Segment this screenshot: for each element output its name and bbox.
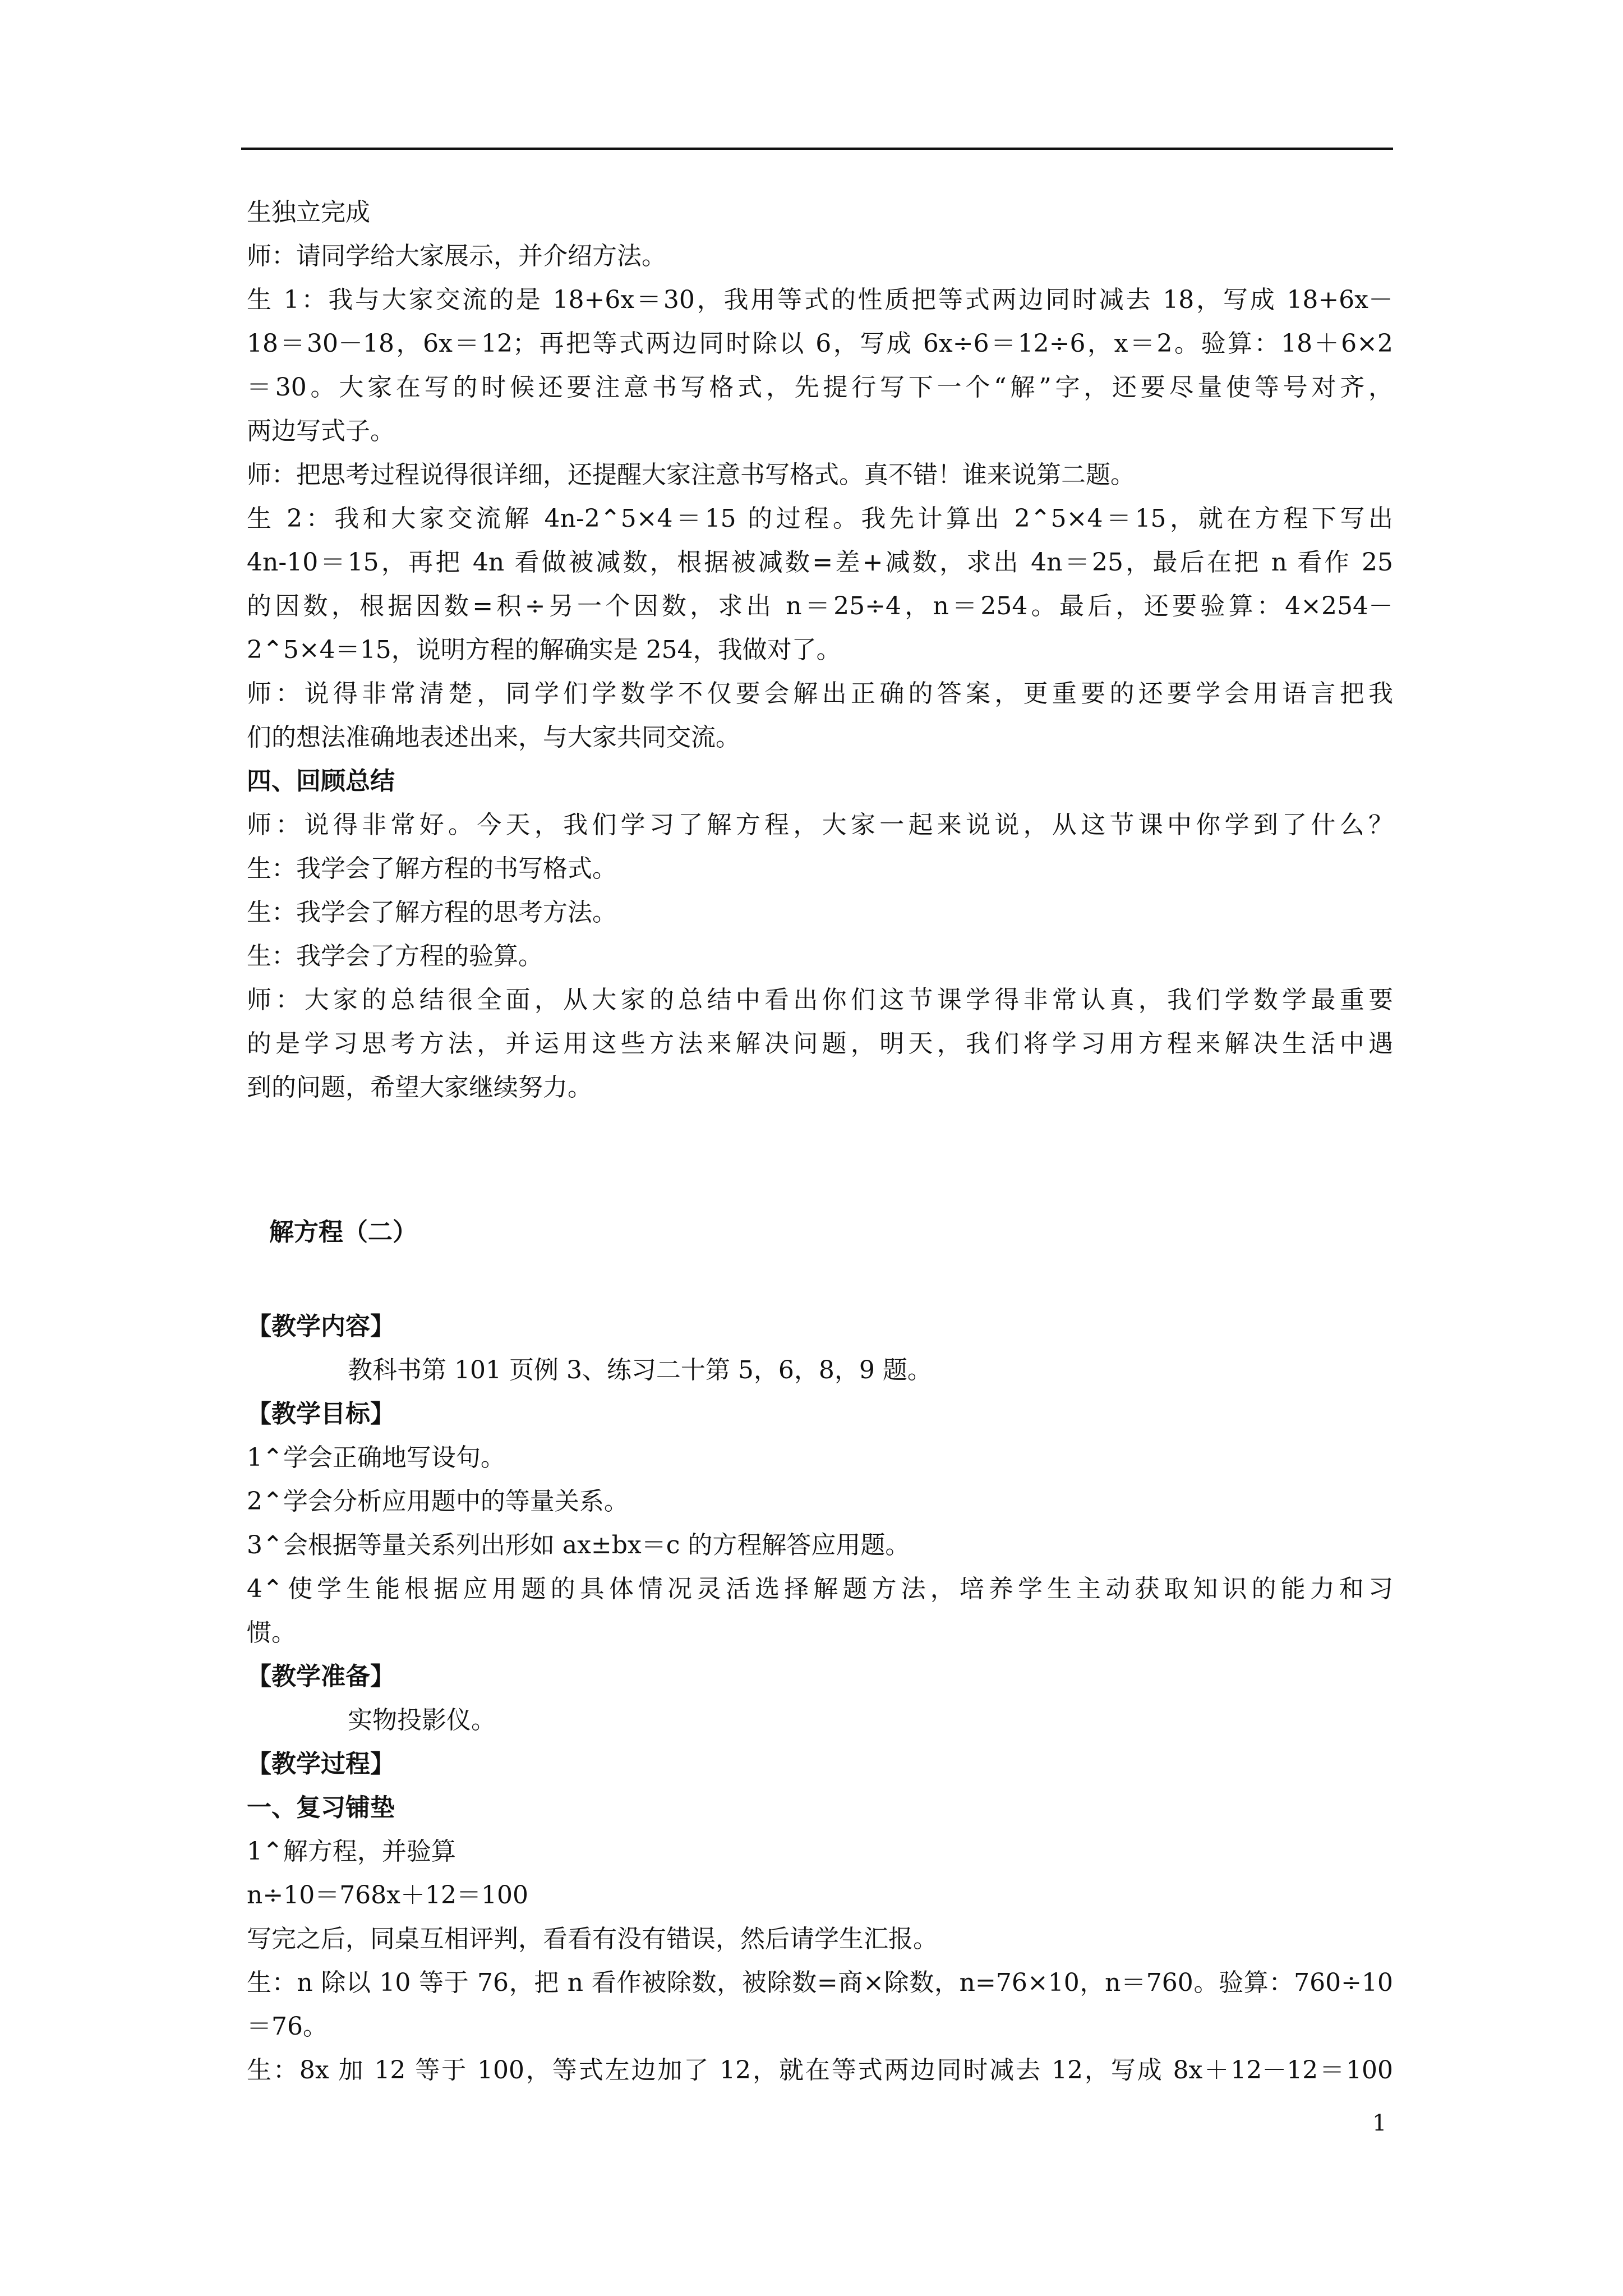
paragraph-line: 的因数，根据因数=积÷另一个因数，求出 n＝25÷4，n＝254。最后，还要验算：4×254－ (247, 592, 1393, 620)
paragraph-line: 们的想法准确地表述出来，与大家共同交流。 (247, 723, 740, 752)
teaching-prep-text: 实物投影仪。 (348, 1706, 496, 1734)
paragraph-line: 生：我学会了方程的验算。 (247, 942, 543, 970)
paragraph-line: 的是学习思考方法，并运用这些方法来解决问题，明天，我们将学习用方程来解决生活中遇 (247, 1029, 1393, 1058)
paragraph-line: 到的问题，希望大家继续努力。 (247, 1073, 592, 1102)
dialogue-part-1 (247, 191, 1393, 760)
process-line: 写完之后，同桌互相评判，看看有没有错误，然后请学生汇报。 (247, 1925, 938, 1953)
process-line: n÷10＝768x＋12＝100 (247, 1881, 528, 1910)
paragraph-line: 生 1：我与大家交流的是 18+6x＝30，我用等式的性质把等式两边同时减去 18，写成 18+6x－ (247, 286, 1393, 314)
paragraph-line: 2⌃5×4＝15，说明方程的解确实是 254，我做对了。 (247, 636, 841, 664)
teaching-goals-list (247, 1436, 1393, 1655)
heading-teaching-goals: 【教学目标】 (247, 1400, 395, 1428)
heading-teaching-process: 【教学过程】 (247, 1750, 395, 1778)
goal-line: 3⌃会根据等量关系列出形如 ax±bx＝c 的方程解答应用题。 (247, 1531, 910, 1559)
paragraph-line: ＝30。大家在写的时候还要注意书写格式，先提行写下一个“解”字，还要尽量使等号对齐， (247, 373, 1393, 402)
dialogue-part-2 (247, 803, 1393, 1110)
section-heading-review-summary: 四、回顾总结 (247, 767, 395, 795)
lesson-title: 解方程（二） (269, 1218, 417, 1246)
process-line: ＝76。 (247, 2012, 328, 2041)
paragraph-line: 4n-10＝15，再把 4n 看做被减数，根据被减数=差+减数，求出 4n＝25，最后在把 n 看作 25 (247, 548, 1393, 577)
paragraph-line: 生 2：我和大家交流解 4n-2⌃5×4＝15 的过程。我先计算出 2⌃5×4＝15，就在方程下写出 (247, 504, 1393, 533)
section-heading-review-preparation: 一、复习铺垫 (247, 1793, 395, 1822)
paragraph-line: 师：把思考过程说得很详细，还提醒大家注意书写格式。真不错！谁来说第二题。 (247, 461, 1135, 489)
goal-line: 惯。 (247, 1618, 296, 1647)
document-body (247, 191, 1393, 2092)
paragraph-line: 师：说得非常清楚，同学们学数学不仅要会解出正确的答案，更重要的还要学会用语言把我 (247, 679, 1393, 708)
teaching-process-lines (247, 1830, 1393, 2092)
paragraph-line: 师：大家的总结很全面，从大家的总结中看出你们这节课学得非常认真，我们学数学最重要 (247, 986, 1393, 1014)
process-line: 生：8x 加 12 等于 100，等式左边加了 12，就在等式两边同时减去 12，写成 8x＋12－12＝100 (247, 2056, 1393, 2085)
paragraph-line: 师：请同学给大家展示，并介绍方法。 (247, 242, 666, 270)
paragraph-line: 生：我学会了解方程的思考方法。 (247, 898, 617, 927)
paragraph-line: 两边写式子。 (247, 417, 395, 445)
heading-teaching-prep: 【教学准备】 (247, 1662, 395, 1691)
goal-line: 2⌃学会分析应用题中的等量关系。 (247, 1487, 629, 1516)
paragraph-line: 18＝30－18，6x＝12；再把等式两边同时除以 6，写成 6x÷6＝12÷6，x＝2。验算：18＋6×2 (247, 329, 1393, 358)
paragraph-line: 生：我学会了解方程的书写格式。 (247, 854, 617, 883)
process-line: 生：n 除以 10 等于 76，把 n 看作被除数，被除数=商×除数，n=76×10，n＝760。验算：760÷10 (247, 1968, 1393, 1997)
page-number: 1 (1372, 2110, 1387, 2136)
teaching-content-text: 教科书第 101 页例 3、练习二十第 5，6，8，9 题。 (348, 1356, 932, 1384)
goal-line: 4⌃使学生能根据应用题的具体情况灵活选择解题方法，培养学生主动获取知识的能力和习 (247, 1575, 1393, 1603)
paragraph-line: 师：说得非常好。今天，我们学习了解方程，大家一起来说说，从这节课中你学到了什么？ (247, 811, 1393, 839)
header-rule (241, 148, 1393, 150)
paragraph-line: 生独立完成 (247, 198, 370, 227)
heading-teaching-content: 【教学内容】 (247, 1312, 395, 1341)
goal-line: 1⌃学会正确地写设句。 (247, 1443, 505, 1472)
process-line: 1⌃解方程，并验算 (247, 1837, 456, 1866)
